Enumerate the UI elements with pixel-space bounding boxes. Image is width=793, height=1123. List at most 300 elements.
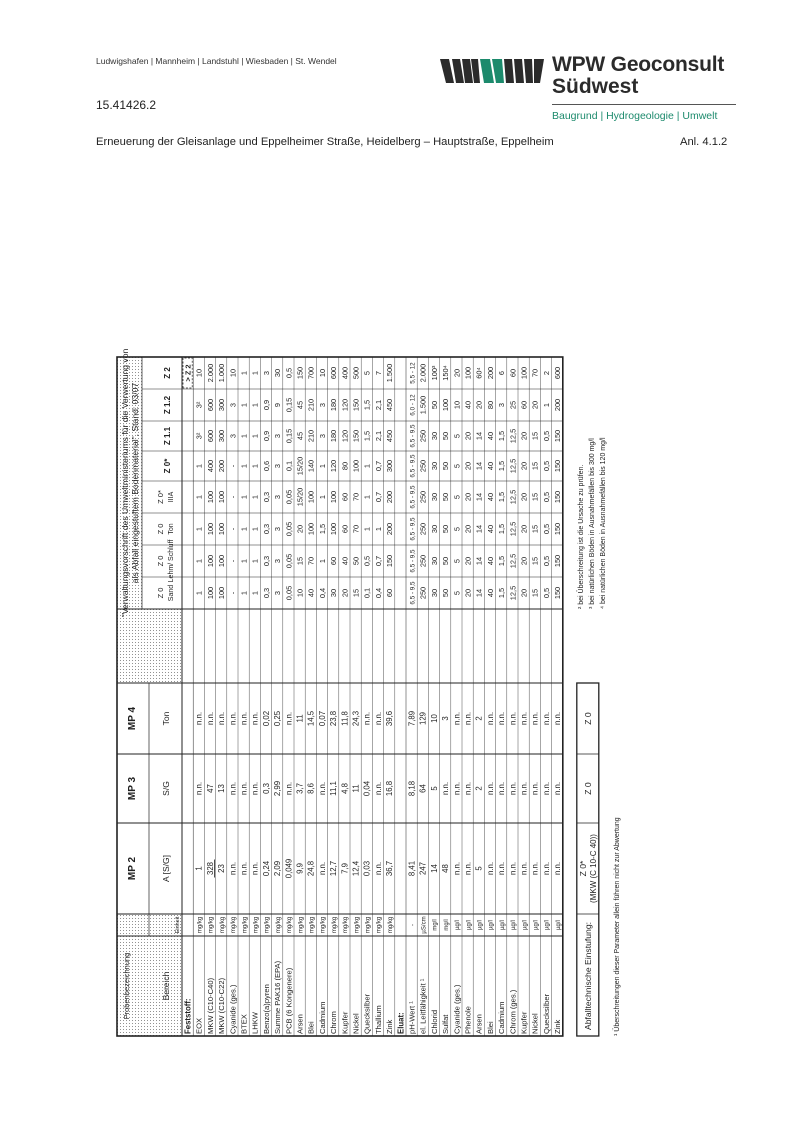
threshold-value: 100 — [441, 398, 451, 412]
threshold-value: 1 — [317, 494, 327, 500]
classification-value: Z 0* — [577, 860, 588, 877]
threshold-value: 1 — [250, 402, 260, 408]
parameter-name: Thallium — [373, 1005, 383, 1034]
threshold-value: 15/20 — [295, 456, 305, 476]
sample-value: n.n. — [239, 861, 249, 876]
footnote: ² bei Überschreitung ist die Ursache zu prüfen. — [577, 464, 585, 609]
sample-value: n.n. — [228, 711, 238, 726]
threshold-value: 14 — [474, 431, 484, 441]
threshold-value: 20 — [530, 400, 540, 410]
threshold-value: 0,5 — [284, 367, 294, 379]
threshold-value: 14 — [474, 524, 484, 534]
threshold-value: 15 — [530, 588, 540, 598]
regulation-title: als Abfall eingestuftem Bodenmaterial", Stand: 03/07 — [130, 382, 140, 584]
threshold-value: 50 — [441, 524, 451, 534]
sample-header: MP 3 — [127, 776, 138, 801]
unit-cell: mg/kg — [208, 916, 215, 934]
threshold-value: 100 — [205, 554, 215, 568]
threshold-value: 210 — [306, 398, 316, 412]
threshold-value: - — [228, 559, 238, 563]
bereich-header: Bereich — [161, 971, 171, 1001]
threshold-value: 12,5 — [508, 553, 518, 569]
parameter-name: Blei — [485, 1021, 495, 1034]
threshold-value: 5 — [452, 590, 462, 596]
threshold-value: 12,5 — [508, 521, 518, 537]
threshold-value: 60 — [508, 368, 518, 378]
parameter-name: MKW (C10-C40) — [205, 977, 215, 1034]
threshold-value: 300 — [385, 459, 395, 473]
sample-value: 24,8 — [306, 860, 316, 877]
parameter-name: Nickel — [530, 1013, 540, 1034]
sample-value: n.n. — [250, 861, 260, 876]
threshold-value: 1 — [362, 494, 372, 500]
threshold-value: 2.000 — [205, 363, 215, 383]
threshold-value: 3 — [273, 526, 283, 532]
company-name-region: Südwest — [552, 75, 639, 98]
threshold-value: 10 — [228, 368, 238, 378]
threshold-value: 600 — [553, 366, 563, 380]
threshold-value: 1.500 — [385, 363, 395, 383]
threshold-value: 20 — [463, 492, 473, 502]
parameter-name: Chrom (ges.) — [508, 989, 518, 1034]
unit-cell: mg/kg — [320, 916, 327, 934]
threshold-value: 1 — [239, 526, 249, 532]
parameter-name: Cadmium — [317, 1001, 327, 1034]
threshold-value: 3 — [273, 463, 283, 469]
threshold-value: 20 — [474, 400, 484, 410]
threshold-value: 0,15 — [284, 397, 294, 413]
sample-value: 8,18 — [407, 780, 417, 797]
threshold-value: 400 — [205, 459, 215, 473]
threshold-value: 20 — [463, 588, 473, 598]
threshold-value: 250 — [418, 586, 428, 600]
threshold-value: 6,5 - 9,5 — [409, 454, 417, 478]
threshold-value: 60⁴ — [474, 367, 484, 379]
sample-value: n.n. — [553, 781, 563, 796]
threshold-value: 3² — [194, 432, 204, 440]
company-tagline: Baugrund | Hydrogeologie | Umwelt — [552, 110, 718, 122]
class-header: Z 1.2 — [163, 395, 172, 415]
threshold-value: 40 — [485, 431, 495, 441]
class-header: Z 0* — [156, 490, 165, 504]
header-shade-unit — [117, 914, 182, 936]
threshold-value: 3 — [261, 370, 271, 376]
threshold-value: 150 — [553, 459, 563, 473]
threshold-value: 1 — [250, 433, 260, 439]
threshold-value: 15 — [530, 461, 540, 471]
threshold-value: 25 — [508, 400, 518, 410]
threshold-value: 50 — [351, 556, 361, 566]
threshold-value: 0,3 — [261, 587, 271, 599]
sample-value: 0,25 — [273, 710, 283, 727]
threshold-value: 20 — [463, 556, 473, 566]
parameter-name: EOX — [194, 1017, 204, 1034]
threshold-value: 1 — [317, 463, 327, 469]
sample-value: 24,3 — [351, 710, 361, 727]
threshold-value: 100 — [205, 490, 215, 504]
threshold-value: 9 — [273, 402, 283, 408]
threshold-value: 20 — [295, 524, 305, 534]
threshold-value: 40 — [485, 492, 495, 502]
threshold-value: - — [228, 495, 238, 499]
threshold-value: 0,7 — [373, 491, 383, 503]
threshold-value: 200 — [385, 522, 395, 536]
table-border — [117, 357, 563, 1036]
threshold-value: 1.500 — [418, 395, 428, 415]
unit-cell: µg/l — [466, 920, 473, 930]
threshold-value: 100 — [463, 366, 473, 380]
sample-value: n.n. — [485, 781, 495, 796]
sample-value: 12,4 — [351, 860, 361, 877]
threshold-value: 1 — [362, 526, 372, 532]
threshold-value: 150⁴ — [441, 365, 451, 381]
threshold-value: 1,5 — [362, 399, 372, 411]
parameter-name: Summe PAK16 (EPA) — [273, 960, 283, 1034]
threshold-value: 0,05 — [284, 521, 294, 537]
parameter-name: Phenole — [463, 1006, 473, 1034]
sample-value: 0,24 — [261, 860, 271, 877]
classification-reason: (MKW (C 10-C 40)) — [588, 834, 598, 903]
project-title: Erneuerung der Gleisanlage und Eppelheimer Straße, Heidelberg – Hauptstraße, Eppelheim — [96, 136, 554, 148]
threshold-value: 140 — [306, 459, 316, 473]
threshold-value: 80 — [485, 400, 495, 410]
company-name: WPW Geoconsult — [552, 53, 725, 76]
company-logo — [440, 53, 740, 129]
threshold-value: 0,5 — [362, 555, 372, 567]
threshold-value: 2,1 — [373, 430, 383, 442]
threshold-value: 1 — [541, 402, 551, 408]
sample-value: n.n. — [530, 711, 540, 726]
threshold-value: 20 — [519, 524, 529, 534]
class-header: Z 2 — [163, 367, 172, 379]
sample-value: 129 — [418, 711, 428, 726]
threshold-value: 100 — [306, 522, 316, 536]
threshold-value: 50 — [441, 431, 451, 441]
sample-value: 5 — [474, 866, 484, 871]
threshold-value: 100 — [306, 490, 316, 504]
threshold-value: 0,3 — [261, 491, 271, 503]
sample-value: n.n. — [508, 861, 518, 876]
unit-cell: µg/l — [522, 920, 529, 930]
sample-value: 247 — [418, 861, 428, 876]
sample-value: 11 — [295, 714, 305, 723]
sample-value: n.n. — [362, 711, 372, 726]
class-header: Z 0 — [156, 555, 165, 567]
threshold-value: 20 — [463, 461, 473, 471]
threshold-value: 15 — [530, 492, 540, 502]
threshold-value: 45 — [295, 431, 305, 441]
parameter-name: Benzo(a)pyren — [261, 984, 271, 1034]
threshold-value: 12,5 — [508, 585, 518, 601]
threshold-value: 20 — [519, 461, 529, 471]
sample-value: 8,6 — [306, 783, 316, 794]
parameter-name: Zink — [553, 1019, 563, 1034]
threshold-value: 60 — [329, 556, 339, 566]
threshold-value: 3 — [317, 402, 327, 408]
sample-value: n.n. — [497, 711, 507, 726]
threshold-value: 5 — [452, 463, 462, 469]
threshold-value: 30 — [429, 461, 439, 471]
sample-value: 2,09 — [273, 860, 283, 877]
sample-value: 9,9 — [295, 863, 305, 874]
sample-value: 10 — [429, 714, 439, 723]
unit-cell: mg/kg — [376, 916, 383, 934]
threshold-value: 0,05 — [284, 489, 294, 505]
threshold-value: 60 — [340, 524, 350, 534]
threshold-value: 1,5 — [497, 523, 507, 535]
threshold-value: 1 — [239, 402, 249, 408]
sample-value: n.n. — [194, 781, 204, 796]
threshold-value: 0,1 — [284, 460, 294, 472]
class-header: Sand — [168, 584, 175, 602]
threshold-value: 150 — [351, 429, 361, 443]
sample-value: 47 — [205, 784, 215, 793]
threshold-value: 120 — [340, 398, 350, 412]
parameter-name: Cyanide (ges.) — [228, 984, 238, 1034]
unit-cell: µg/l — [511, 920, 518, 930]
threshold-value: 150 — [553, 522, 563, 536]
footnote: ⁴ bei natürlichen Böden in Ausnahmefällen bis 120 mg/l — [599, 437, 607, 609]
threshold-value: 120 — [340, 429, 350, 443]
unit-cell: µg/l — [477, 920, 484, 930]
threshold-value: 30 — [273, 368, 283, 378]
threshold-value: 100 — [519, 366, 529, 380]
threshold-value: 200 — [217, 459, 227, 473]
threshold-value: 1 — [239, 463, 249, 469]
class-header: Ton — [168, 523, 175, 535]
sample-value: n.n. — [497, 781, 507, 796]
parameter-name: Cyanide (ges.) — [452, 984, 462, 1034]
sample-value: n.n. — [508, 711, 518, 726]
sample-value: n.n. — [519, 781, 529, 796]
sample-value: 2 — [474, 786, 484, 791]
threshold-value: 0,4 — [373, 587, 383, 599]
sample-value: n.n. — [463, 781, 473, 796]
threshold-value: 1 — [373, 526, 383, 532]
threshold-value: 50 — [441, 588, 451, 598]
threshold-value: 20 — [340, 588, 350, 598]
threshold-value: 1 — [194, 526, 204, 532]
logo-divider — [552, 104, 736, 105]
threshold-value: 7 — [373, 370, 383, 376]
threshold-value: 200 — [385, 490, 395, 504]
unit-cell: mg/l — [443, 919, 450, 931]
threshold-value: 14 — [474, 492, 484, 502]
threshold-value: 0,05 — [284, 553, 294, 569]
threshold-value: 14 — [474, 588, 484, 598]
threshold-value: 450 — [385, 429, 395, 443]
threshold-value: 50 — [429, 400, 439, 410]
header-shade-gap — [117, 609, 182, 683]
unit-cell: µg/l — [488, 920, 495, 930]
sample-value: 39,6 — [385, 710, 395, 727]
sample-value: n.n. — [373, 711, 383, 726]
threshold-value: 0,5 — [541, 555, 551, 567]
sample-value: n.n. — [530, 781, 540, 796]
sample-value: 0,02 — [261, 710, 271, 727]
sample-value: n.n. — [373, 861, 383, 876]
threshold-value: 600 — [205, 429, 215, 443]
threshold-value: 1 — [250, 494, 260, 500]
threshold-value: 6,5 - 9,5 — [409, 549, 417, 573]
threshold-value: 6,5 - 9,5 — [409, 581, 417, 605]
unit-cell: mg/kg — [253, 916, 260, 934]
threshold-value: 60 — [340, 492, 350, 502]
threshold-value: 14 — [474, 461, 484, 471]
threshold-value: 3 — [273, 494, 283, 500]
annex-number: Anl. 4.1.2 — [680, 136, 728, 148]
office-locations: Ludwigshafen | Mannheim | Landstuhl | Wiesbaden | St. Wendel — [96, 56, 337, 66]
sample-value: 11 — [351, 784, 361, 793]
threshold-value: 20 — [519, 588, 529, 598]
sample-value: n.n. — [452, 781, 462, 796]
unit-cell: mg/kg — [343, 916, 350, 934]
unit-cell: mg/kg — [331, 916, 338, 934]
sample-value: 36,7 — [385, 860, 395, 877]
threshold-value: 1 — [239, 558, 249, 564]
threshold-value: 40 — [485, 524, 495, 534]
sample-value: 13 — [217, 784, 227, 793]
threshold-value: 150 — [553, 586, 563, 600]
parameter-name: LHKW — [250, 1012, 260, 1034]
threshold-value: 14 — [474, 556, 484, 566]
threshold-value: 1 — [194, 494, 204, 500]
z2-note: > Z 2 — [183, 364, 193, 382]
threshold-value: 1 — [362, 463, 372, 469]
threshold-value: 1 — [194, 463, 204, 469]
sample-value: 4,8 — [340, 783, 350, 794]
threshold-value: 40 — [485, 556, 495, 566]
threshold-value: 120 — [329, 459, 339, 473]
threshold-value: 2 — [541, 370, 551, 376]
sample-value: n.n. — [217, 711, 227, 726]
sample-value: n.n. — [541, 711, 551, 726]
section-header: Feststoff: — [183, 998, 193, 1034]
threshold-value: 15 — [351, 588, 361, 598]
sample-value: n.n. — [530, 861, 540, 876]
unit-cell: µg/l — [499, 920, 506, 930]
parameter-name: MKW (C10-C22) — [217, 977, 227, 1034]
soil-type-label: Ton — [161, 711, 171, 726]
sample-value: 1 — [194, 866, 204, 871]
sample-value: 2,99 — [273, 780, 283, 797]
parameter-name: Arsen — [295, 1014, 305, 1034]
sample-value: 11,8 — [340, 711, 350, 726]
threshold-value: 30 — [429, 556, 439, 566]
unit-cell: - — [410, 924, 417, 926]
threshold-value: 12,5 — [508, 458, 518, 474]
parameter-name: Sulfat — [441, 1014, 451, 1034]
threshold-value: 60 — [385, 588, 395, 598]
threshold-value: 6,5 - 9,5 — [409, 424, 417, 448]
threshold-value: 1,5 — [497, 430, 507, 442]
threshold-value: 60 — [519, 400, 529, 410]
threshold-value: 30 — [329, 588, 339, 598]
threshold-value: 70 — [306, 556, 316, 566]
threshold-value: 150 — [351, 398, 361, 412]
classification-value: Z 0 — [582, 782, 593, 795]
unit-cell: µg/l — [533, 920, 540, 930]
threshold-value: 6,5 - 9,5 — [409, 485, 417, 509]
threshold-value: 1.000 — [217, 363, 227, 383]
threshold-value: 100 — [217, 490, 227, 504]
parameter-name: Cadmium — [497, 1001, 507, 1034]
parameter-name: BTEX — [239, 1014, 249, 1034]
threshold-value: 3 — [497, 402, 507, 408]
threshold-value: 50 — [441, 492, 451, 502]
threshold-value: 600 — [205, 398, 215, 412]
section-header: Eluat: — [396, 1012, 406, 1034]
threshold-value: 15 — [530, 556, 540, 566]
probe-header: Probenbezeichnung — [122, 952, 131, 1020]
sample-value: n.n. — [317, 781, 327, 796]
threshold-value: 1 — [239, 433, 249, 439]
threshold-value: 600 — [329, 366, 339, 380]
threshold-value: 1,5 — [497, 460, 507, 472]
threshold-value: 1 — [194, 558, 204, 564]
sample-value: n.n. — [205, 711, 215, 726]
threshold-value: 20 — [519, 431, 529, 441]
soil-type-label: S/G — [161, 781, 171, 796]
regulation-title: "Verwaltungsvorschrift des Umweltministeriums für die Verwertung von — [120, 348, 130, 618]
class-header: Z 0 — [156, 523, 165, 535]
class-header: Z 0* — [163, 458, 172, 474]
threshold-value: 10 — [194, 368, 204, 378]
threshold-value: 5 — [452, 494, 462, 500]
footnote: ¹ Überschreitungen dieser Parameter allein führen nicht zur Abwertung — [613, 817, 621, 1036]
threshold-value: 10 — [295, 588, 305, 598]
threshold-value: 3 — [228, 402, 238, 408]
threshold-value: 30 — [429, 431, 439, 441]
threshold-value: 200 — [485, 366, 495, 380]
threshold-value: 700 — [306, 366, 316, 380]
threshold-value: 200 — [553, 398, 563, 412]
rotated-results-table — [107, 253, 690, 1046]
threshold-value: 1,5 — [362, 430, 372, 442]
threshold-value: 3 — [273, 590, 283, 596]
sample-value: 23 — [217, 864, 227, 873]
sample-value: n.n. — [463, 861, 473, 876]
threshold-value: 5 — [452, 433, 462, 439]
unit-cell: mg/kg — [298, 916, 305, 934]
threshold-value: 12,5 — [508, 489, 518, 505]
threshold-value: 5 — [452, 526, 462, 532]
unit-cell: mg/l — [432, 919, 439, 931]
threshold-value: 300 — [217, 429, 227, 443]
unit-cell: mg/kg — [287, 916, 294, 934]
threshold-value: 15 — [530, 524, 540, 534]
sample-value: 0,07 — [317, 710, 327, 727]
threshold-value: 3 — [273, 433, 283, 439]
parameter-name: Chrom — [329, 1011, 339, 1034]
threshold-value: 0,3 — [261, 555, 271, 567]
sample-value: n.n. — [553, 711, 563, 726]
threshold-value: - — [228, 591, 238, 595]
unit-cell: mg/kg — [365, 916, 372, 934]
threshold-value: 1,5 — [497, 491, 507, 503]
sample-value: n.n. — [497, 861, 507, 876]
parameter-name: Kupfer — [519, 1011, 529, 1034]
sample-value: 3,7 — [295, 783, 305, 794]
threshold-value: 180 — [329, 398, 339, 412]
threshold-value: 20 — [519, 492, 529, 502]
classification-value: Z 0 — [582, 712, 593, 725]
sample-value: 23,8 — [329, 710, 339, 727]
threshold-value: 1 — [239, 494, 249, 500]
threshold-value: 0,5 — [541, 491, 551, 503]
sample-value: 16,8 — [385, 780, 395, 797]
parameter-name: Nickel — [351, 1013, 361, 1034]
